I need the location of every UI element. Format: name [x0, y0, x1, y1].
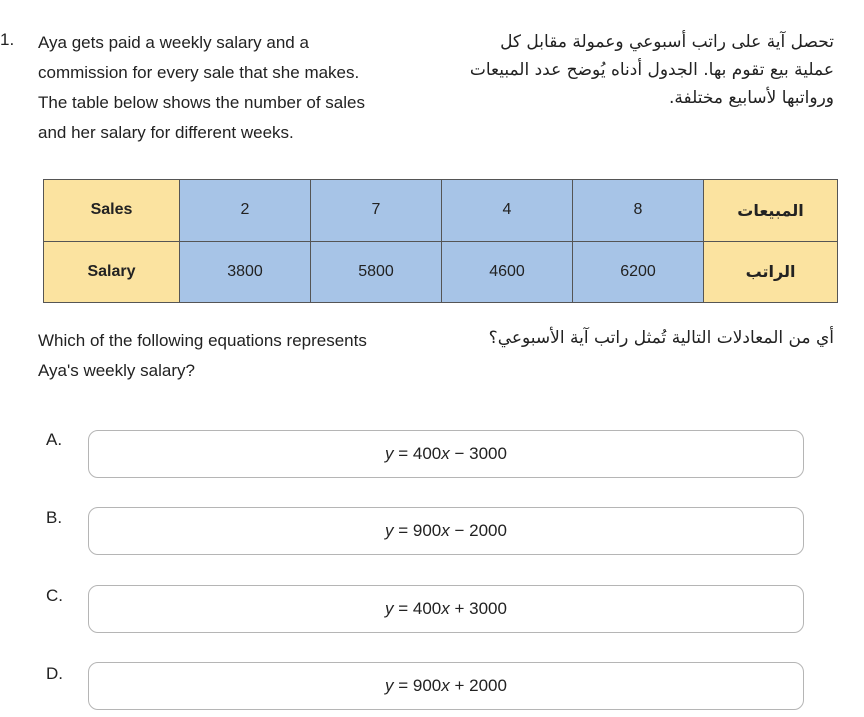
question-line: The table below shows the number of sales — [38, 93, 365, 112]
eq-const: 3000 — [469, 444, 507, 463]
eq-sign: = — [393, 676, 413, 695]
question-line-ar: ورواتبها لأسابيع مختلفة. — [668, 88, 834, 108]
prompt-english — [38, 326, 367, 386]
eq-const: 2000 — [469, 676, 507, 695]
salary-value: 5800 — [311, 241, 442, 303]
salary-label-ar: الراتب — [704, 241, 838, 303]
salary-label: Salary — [44, 241, 180, 303]
table-row-salary — [44, 241, 838, 303]
question-line-ar: تحصل آية على راتب أسبوعي وعمولة مقابل كل — [500, 32, 834, 52]
eq-lhs: y — [385, 521, 394, 540]
option-c-letter: C. — [46, 586, 63, 605]
eq-op: − — [449, 444, 470, 463]
eq-var: x — [441, 521, 450, 540]
eq-lhs: y — [385, 676, 394, 695]
prompt-arabic: أي من المعادلات التالية تُمثل راتب آية الأسبوعي؟ — [488, 328, 834, 348]
prompt-line: Aya's weekly salary? — [38, 361, 195, 380]
eq-var: x — [441, 676, 450, 695]
eq-sign: = — [393, 521, 413, 540]
option-d-button[interactable] — [88, 662, 804, 710]
eq-sign: = — [393, 599, 413, 618]
option-d-letter: D. — [46, 664, 63, 683]
option-c-button[interactable] — [88, 585, 804, 633]
option-b-equation — [385, 521, 507, 541]
table-row-sales — [44, 180, 838, 242]
sales-label: Sales — [44, 180, 180, 242]
eq-op: + — [449, 676, 470, 695]
eq-var: x — [441, 444, 450, 463]
eq-const: 3000 — [469, 599, 507, 618]
sales-value: 4 — [442, 180, 573, 242]
eq-lhs: y — [385, 599, 394, 618]
eq-coef: 900 — [412, 676, 442, 695]
eq-const: 2000 — [469, 521, 507, 540]
eq-sign: = — [393, 444, 413, 463]
question-text-english — [38, 28, 438, 148]
option-c-equation — [385, 599, 507, 619]
sales-salary-table — [43, 179, 838, 303]
eq-coef: 400 — [412, 599, 442, 618]
option-b-letter: B. — [46, 508, 63, 527]
question-line: and her salary for different weeks. — [38, 123, 294, 142]
eq-coef: 400 — [412, 444, 442, 463]
sales-value: 2 — [180, 180, 311, 242]
sales-label-ar: المبيعات — [704, 180, 838, 242]
option-a-letter: A. — [46, 430, 63, 449]
salary-value: 6200 — [573, 241, 704, 303]
question-line: Aya gets paid a weekly salary and a — [38, 33, 309, 52]
eq-coef: 900 — [412, 521, 442, 540]
option-b-button[interactable] — [88, 507, 804, 555]
sales-value: 7 — [311, 180, 442, 242]
eq-op: − — [449, 521, 470, 540]
eq-var: x — [441, 599, 450, 618]
eq-op: + — [449, 599, 470, 618]
salary-value: 3800 — [180, 241, 311, 303]
sales-value: 8 — [573, 180, 704, 242]
question-text-arabic — [434, 28, 834, 112]
question-number: 1. — [0, 30, 15, 49]
question-line: commission for every sale that she makes. — [38, 63, 360, 82]
option-d-equation — [385, 676, 507, 696]
salary-value: 4600 — [442, 241, 573, 303]
prompt-line: Which of the following equations represents — [38, 331, 367, 350]
option-a-equation — [385, 444, 507, 464]
option-a-button[interactable] — [88, 430, 804, 478]
eq-lhs: y — [385, 444, 394, 463]
question-line-ar: عملية بيع تقوم بها. الجدول أدناه يُوضح عدد المبيعات — [469, 60, 834, 80]
